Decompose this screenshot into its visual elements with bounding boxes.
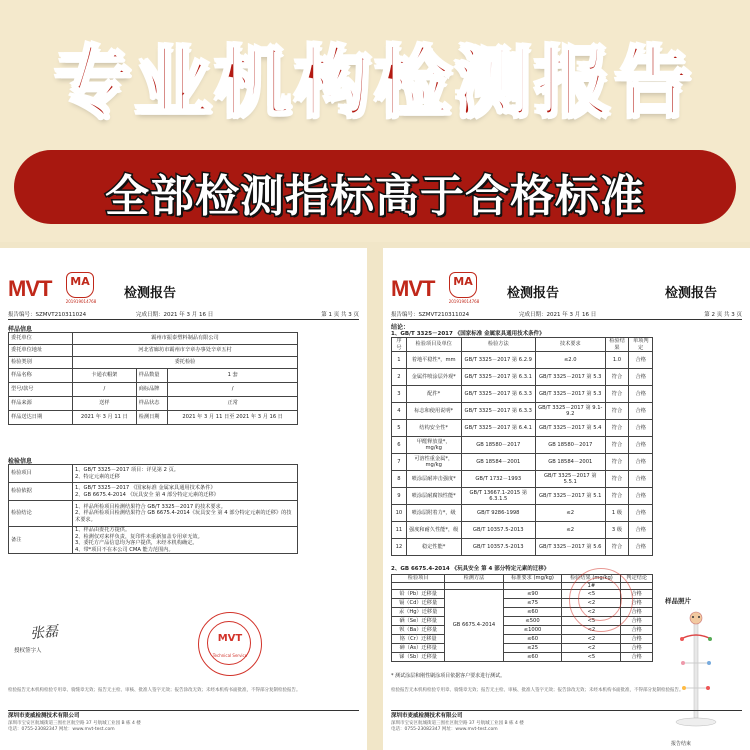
table-cell: ≤60	[503, 653, 562, 662]
table-cell: 合格	[629, 471, 653, 488]
table-cell: GB/T 3325－2017 第 5.3	[536, 386, 605, 403]
table-cell: 1、GB/T 3325－2017 《国家标准 金属家具通用技术条件》 2、GB 6675.4-2014 《玩具安全 第 4 部分特定元素的迁移》	[73, 483, 298, 501]
table-cell: 配件*	[406, 386, 461, 403]
table-row	[9, 501, 298, 527]
sample-photo-label: 样品照片	[665, 597, 691, 605]
report-header	[8, 272, 359, 302]
table-cell: GB/T 9286-1998	[461, 505, 536, 522]
table-cell: <2	[562, 608, 621, 617]
table-cell: GB/T 3325－2017 第 6.2.9	[461, 352, 536, 369]
table-cell: 卡通衣帽架	[73, 369, 137, 383]
table-cell: 9	[392, 488, 407, 505]
table-row	[392, 653, 653, 662]
table-cell: GB 18580－2017	[536, 437, 605, 454]
table-row	[9, 527, 298, 554]
report-no: 报告编号：SZMVT210311024	[391, 312, 470, 318]
footer-note: 检验报告无本机构检验专用章、骑缝章无效；报告无主检、审核、批准人签字无效；报告涂改无效；未经本机构书面批准，不得部分复制检验报告。	[391, 688, 684, 693]
table-cell: 河北省廊坊市霸州市辛章办事处辛章五村	[73, 345, 298, 357]
table-cell: 10	[392, 505, 407, 522]
check-info-table	[8, 464, 298, 554]
table-cell: 合格	[629, 454, 653, 471]
table-row	[9, 383, 298, 397]
table-cell: GB/T 10357.5-2013	[461, 539, 536, 556]
table-row	[392, 437, 653, 454]
table-row	[392, 386, 653, 403]
table-cell: 合格	[629, 369, 653, 386]
table-cell: 合格	[621, 617, 653, 626]
table-cell: 合格	[629, 437, 653, 454]
table-cell: 样品来源	[9, 397, 73, 411]
table-cell: ≤60	[503, 635, 562, 644]
table-row	[392, 522, 653, 539]
table-cell: 11	[392, 522, 407, 539]
table-cell: GB/T 3325－2017 第 5.5.1	[536, 471, 605, 488]
table-cell: ≤2	[536, 522, 605, 539]
table-cell: 合格	[621, 653, 653, 662]
table-row	[9, 397, 298, 411]
standard-1: 1、GB/T 3325－2017 《国家标准 金属家具通用技术条件》	[391, 331, 545, 337]
table-cell: 单项判定	[629, 338, 653, 352]
report-meta	[8, 310, 359, 320]
table-cell: 符合	[605, 437, 629, 454]
table-cell: GB/T 3325－2017 第 6.4.1	[461, 420, 536, 437]
table-row	[392, 488, 653, 505]
table-cell: 砷（As）迁移量	[392, 644, 445, 653]
table-cell: 铅（Pb）迁移量	[392, 590, 445, 599]
table-cell: 检验方法	[461, 338, 536, 352]
table-cell: 符合	[605, 403, 629, 420]
table-row	[392, 635, 653, 644]
table-cell: 样品送达日期	[9, 411, 73, 425]
sample-section-title: 样品信息	[8, 326, 33, 333]
table-cell: 检验项目	[392, 575, 445, 583]
results-table-1	[391, 337, 653, 556]
table-cell: 符合	[605, 488, 629, 505]
table-cell: <2	[562, 644, 621, 653]
report-no: 报告编号：SZMVT210311024	[8, 312, 87, 318]
table-cell: 合格	[621, 590, 653, 599]
table-cell: 合格	[621, 608, 653, 617]
table-row	[9, 333, 298, 345]
table-cell: 1、样品所检项目检测结果符合 GB/T 3325－2017 的技术要求。 2、样品所检项目检测结果符合 GB 6675.4-2014《玩具安全 第 4 部分特定元素的迁移》的技术要求。	[73, 501, 298, 527]
table-cell: ≤500	[503, 617, 562, 626]
banner-subtitle: 全部检测指标高于合格标准	[105, 171, 645, 222]
table-cell: 标志和使用说明*	[406, 403, 461, 420]
table-cell: 合格	[629, 403, 653, 420]
table-cell: ≤60	[503, 608, 562, 617]
report-date: 完成日期：2021 年 3 月 16 日	[136, 312, 214, 318]
table-cell: 2021 年 3 月 11 日	[73, 411, 137, 425]
table-cell: 3 级	[605, 522, 629, 539]
standard-2: 2、GB 6675.4-2014 《玩具安全 第 4 部分特定元素的迁移》	[391, 566, 550, 572]
table-cell: 样品状态	[136, 397, 168, 411]
table-cell: 技术要求	[536, 338, 605, 352]
table-cell: GB/T 3325－2017 第 6.3.3	[461, 403, 536, 420]
report-title: 检测报告	[507, 286, 560, 301]
footer-note: 检验报告无本机构检验专用章、骑缝章无效；报告无主检、审核、批准人签字无效；报告涂改无效；未经本机构书面批准，不得部分复制检验报告。	[8, 688, 301, 693]
table-cell: GB/T 3325－2017 第 9.1-9.2	[536, 403, 605, 420]
table-cell: 合格	[621, 626, 653, 635]
table-cell: 合格	[621, 599, 653, 608]
page-number: 第 2 页 共 3 页	[704, 312, 742, 318]
table-cell: <5	[562, 617, 621, 626]
signer-label: 授权签字人	[14, 648, 42, 654]
table-row	[392, 369, 653, 386]
table-cell: 委托检验	[73, 357, 298, 369]
table-row	[392, 471, 653, 488]
result-label: 结论：	[391, 324, 410, 331]
report-page-1	[0, 248, 367, 750]
report-title-right: 检测报告	[665, 286, 718, 301]
table-row	[9, 357, 298, 369]
table-cell: 检验项目及单位	[406, 338, 461, 352]
table-cell: 喷涂层耐冲击强度*	[406, 471, 461, 488]
table-row	[392, 403, 653, 420]
table-row	[392, 539, 653, 556]
table-cell: 汞（Hg）迁移量	[392, 608, 445, 617]
table-cell: 检验结果	[605, 338, 629, 352]
table-cell: GB/T 3325－2017 第 5.1	[536, 488, 605, 505]
table-cell: 合格	[629, 386, 653, 403]
table-cell: 钡（Ba）迁移量	[392, 626, 445, 635]
table-cell: 样品名称	[9, 369, 73, 383]
table-cell: GB/T 13667.1-2015 第 6.3.1.5	[461, 488, 536, 505]
table-cell: ≤2	[536, 505, 605, 522]
sample-info-table	[8, 332, 298, 425]
signature: 张磊	[29, 623, 59, 643]
table-cell: 着地平稳性*，mm	[406, 352, 461, 369]
footer: 深圳市麦威检测技术有限公司 深圳市宝安区航城街道三围社区航空路 37 号航城工业园 B 栋 4 楼 电话：0755-23082347 网址：www.mvt-test.com	[8, 710, 359, 733]
table-cell: 金属件喷涂层外观*	[406, 369, 461, 386]
table-row	[9, 411, 298, 425]
table-cell: 正常	[168, 397, 298, 411]
table-cell: GB/T 3325－2017 第 5.3	[536, 369, 605, 386]
mvt-logo: MVT	[391, 276, 435, 301]
table-cell: 甲醛释放量*，mg/kg	[406, 437, 461, 454]
banner	[0, 0, 750, 242]
table-cell: ≤90	[503, 590, 562, 599]
table-cell: 备注	[9, 527, 73, 554]
table-row	[9, 483, 298, 501]
table-cell: 合格	[621, 635, 653, 644]
table-cell: 合格	[629, 522, 653, 539]
table-cell: GB/T 3325－2017 第 6.3.1	[461, 369, 536, 386]
table-cell: <2	[562, 635, 621, 644]
table-cell: 喷涂层附着力*，级	[406, 505, 461, 522]
report-page-2	[383, 248, 750, 750]
banner-title: 专业机构检测报告	[55, 38, 695, 127]
table-cell: 合格	[629, 488, 653, 505]
cma-logo: MA 201919014768	[449, 272, 477, 298]
table-cell: 合格	[629, 420, 653, 437]
table-cell: 1 级	[605, 505, 629, 522]
table-row	[392, 644, 653, 653]
table-cell: 样品数量	[136, 369, 168, 383]
table-cell: 送样	[73, 397, 137, 411]
table-cell: 结构安全性*	[406, 420, 461, 437]
table-cell: 喷涂层耐腐蚀性能*	[406, 488, 461, 505]
table-cell: 锑（Sb）迁移量	[392, 653, 445, 662]
table-cell: 可溶性重金属*，mg/kg	[406, 454, 461, 471]
table-cell: GB/T 3325－2017 第 6.3.3	[461, 386, 536, 403]
report-date: 完成日期：2021 年 3 月 16 日	[519, 312, 597, 318]
table-cell: 符合	[605, 369, 629, 386]
report-header	[391, 272, 742, 302]
table-cell: GB/T 3325－2017 第 5.6	[536, 539, 605, 556]
table-cell: <5	[562, 653, 621, 662]
table-cell: 商标品牌	[136, 383, 168, 397]
table-cell: 检验项目	[9, 465, 73, 483]
table-cell: 3	[392, 386, 407, 403]
table-cell: 合格	[629, 505, 653, 522]
table-cell: 合格	[629, 352, 653, 369]
table-cell: 1 套	[168, 369, 298, 383]
table-cell: 合格	[629, 539, 653, 556]
page2-stamp	[569, 568, 633, 632]
table-cell: 镉（Cd）迁移量	[392, 599, 445, 608]
table-row	[392, 352, 653, 369]
table-row	[392, 505, 653, 522]
mvt-logo: MVT	[8, 276, 52, 301]
table-cell: 1	[392, 352, 407, 369]
table-cell: 检测日期	[136, 411, 168, 425]
table-cell: 铬（Cr）迁移量	[392, 635, 445, 644]
table-cell: GB 18584－2001	[461, 454, 536, 471]
table-cell: 型号/款号	[9, 383, 73, 397]
table-cell: 检验类别	[9, 357, 73, 369]
table-cell: 5	[392, 420, 407, 437]
table-cell: 6	[392, 437, 407, 454]
table-cell: 符合	[605, 539, 629, 556]
table-cell: 强度和耐久性能*，级	[406, 522, 461, 539]
table-cell: 霸州市振泰塑料制品有限公司	[73, 333, 298, 345]
table-cell: 符合	[605, 386, 629, 403]
table-cell: ≤1000	[503, 626, 562, 635]
table-cell: 2	[392, 369, 407, 386]
table-cell: 符合	[605, 454, 629, 471]
page-number: 第 1 页 共 3 页	[321, 312, 359, 318]
table-cell: 序号	[392, 338, 407, 352]
table-cell: ≤2.0	[536, 352, 605, 369]
table-cell: /	[168, 383, 298, 397]
table-cell: 委托单位地址	[9, 345, 73, 357]
table-row	[9, 465, 298, 483]
table-cell: GB 18584－2001	[536, 454, 605, 471]
table-cell: 检验结果 (mg/kg)	[562, 575, 621, 583]
table-cell: 1、GB/T 3325－2017 项目：详见第 2 页。 2、特定元素的迁移	[73, 465, 298, 483]
table-row	[392, 420, 653, 437]
report-title: 检测报告	[124, 286, 177, 301]
photo-caption: 报告结束	[671, 741, 692, 747]
table-cell: <2	[562, 626, 621, 635]
table-cell: ≤25	[503, 644, 562, 653]
footer: 深圳市麦威检测技术有限公司 深圳市宝安区航城街道三围社区航空路 37 号航城工业园 B 栋 4 楼 电话：0755-23082347 网址：www.mvt-test.com	[391, 710, 742, 733]
table-cell: 12	[392, 539, 407, 556]
report-meta	[391, 310, 742, 320]
table-cell: 稳定性能*	[406, 539, 461, 556]
table-cell: 1.0	[605, 352, 629, 369]
table-cell: 判定结论	[621, 575, 653, 583]
table-cell: 1#	[562, 582, 621, 590]
table-row	[9, 369, 298, 383]
table-cell: GB/T 3325－2017 第 5.4	[536, 420, 605, 437]
table-cell: 7	[392, 454, 407, 471]
table-cell: 硒（Se）迁移量	[392, 617, 445, 626]
test-note: * 测试涂层和刚性刷涂项目依据客户要求进行测试。	[391, 673, 506, 679]
table-cell: GB/T 10357.5-2013	[461, 522, 536, 539]
table-cell: /	[73, 383, 137, 397]
table-cell: GB 6675.4-2014	[445, 590, 503, 662]
table-cell: 4	[392, 403, 407, 420]
table-row	[9, 345, 298, 357]
table-cell: <5	[562, 590, 621, 599]
table-cell: GB 18580－2017	[461, 437, 536, 454]
table-cell: GB/T 1732－1993	[461, 471, 536, 488]
table-cell: 8	[392, 471, 407, 488]
check-section-title: 检验信息	[8, 458, 33, 465]
table-cell: 检测方法	[445, 575, 503, 583]
cma-logo: MA 201919014768	[66, 272, 94, 298]
table-cell: 2021 年 3 月 11 日至 2021 年 3 月 16 日	[168, 411, 298, 425]
table-cell: 1、样品由委托方提供。 2、检测仅对来样负责，复印件未重新加盖专用章无效。 3、委托方产品信息均为客户提供，未经本机构确定。 4、带*项目不在本公司 CMA 能力范围内。	[73, 527, 298, 554]
table-cell: 符合	[605, 420, 629, 437]
table-cell: ≤75	[503, 599, 562, 608]
table-cell: 委托单位	[9, 333, 73, 345]
table-cell: 合格	[621, 644, 653, 653]
table-row	[392, 454, 653, 471]
table-cell: 标准要求 (mg/kg)	[503, 575, 562, 583]
table-cell: 符合	[605, 471, 629, 488]
table-cell: 检验依据	[9, 483, 73, 501]
table-cell: <2	[562, 599, 621, 608]
company-stamp: MVT Technical Service	[198, 612, 262, 676]
table-cell: 检验结论	[9, 501, 73, 527]
